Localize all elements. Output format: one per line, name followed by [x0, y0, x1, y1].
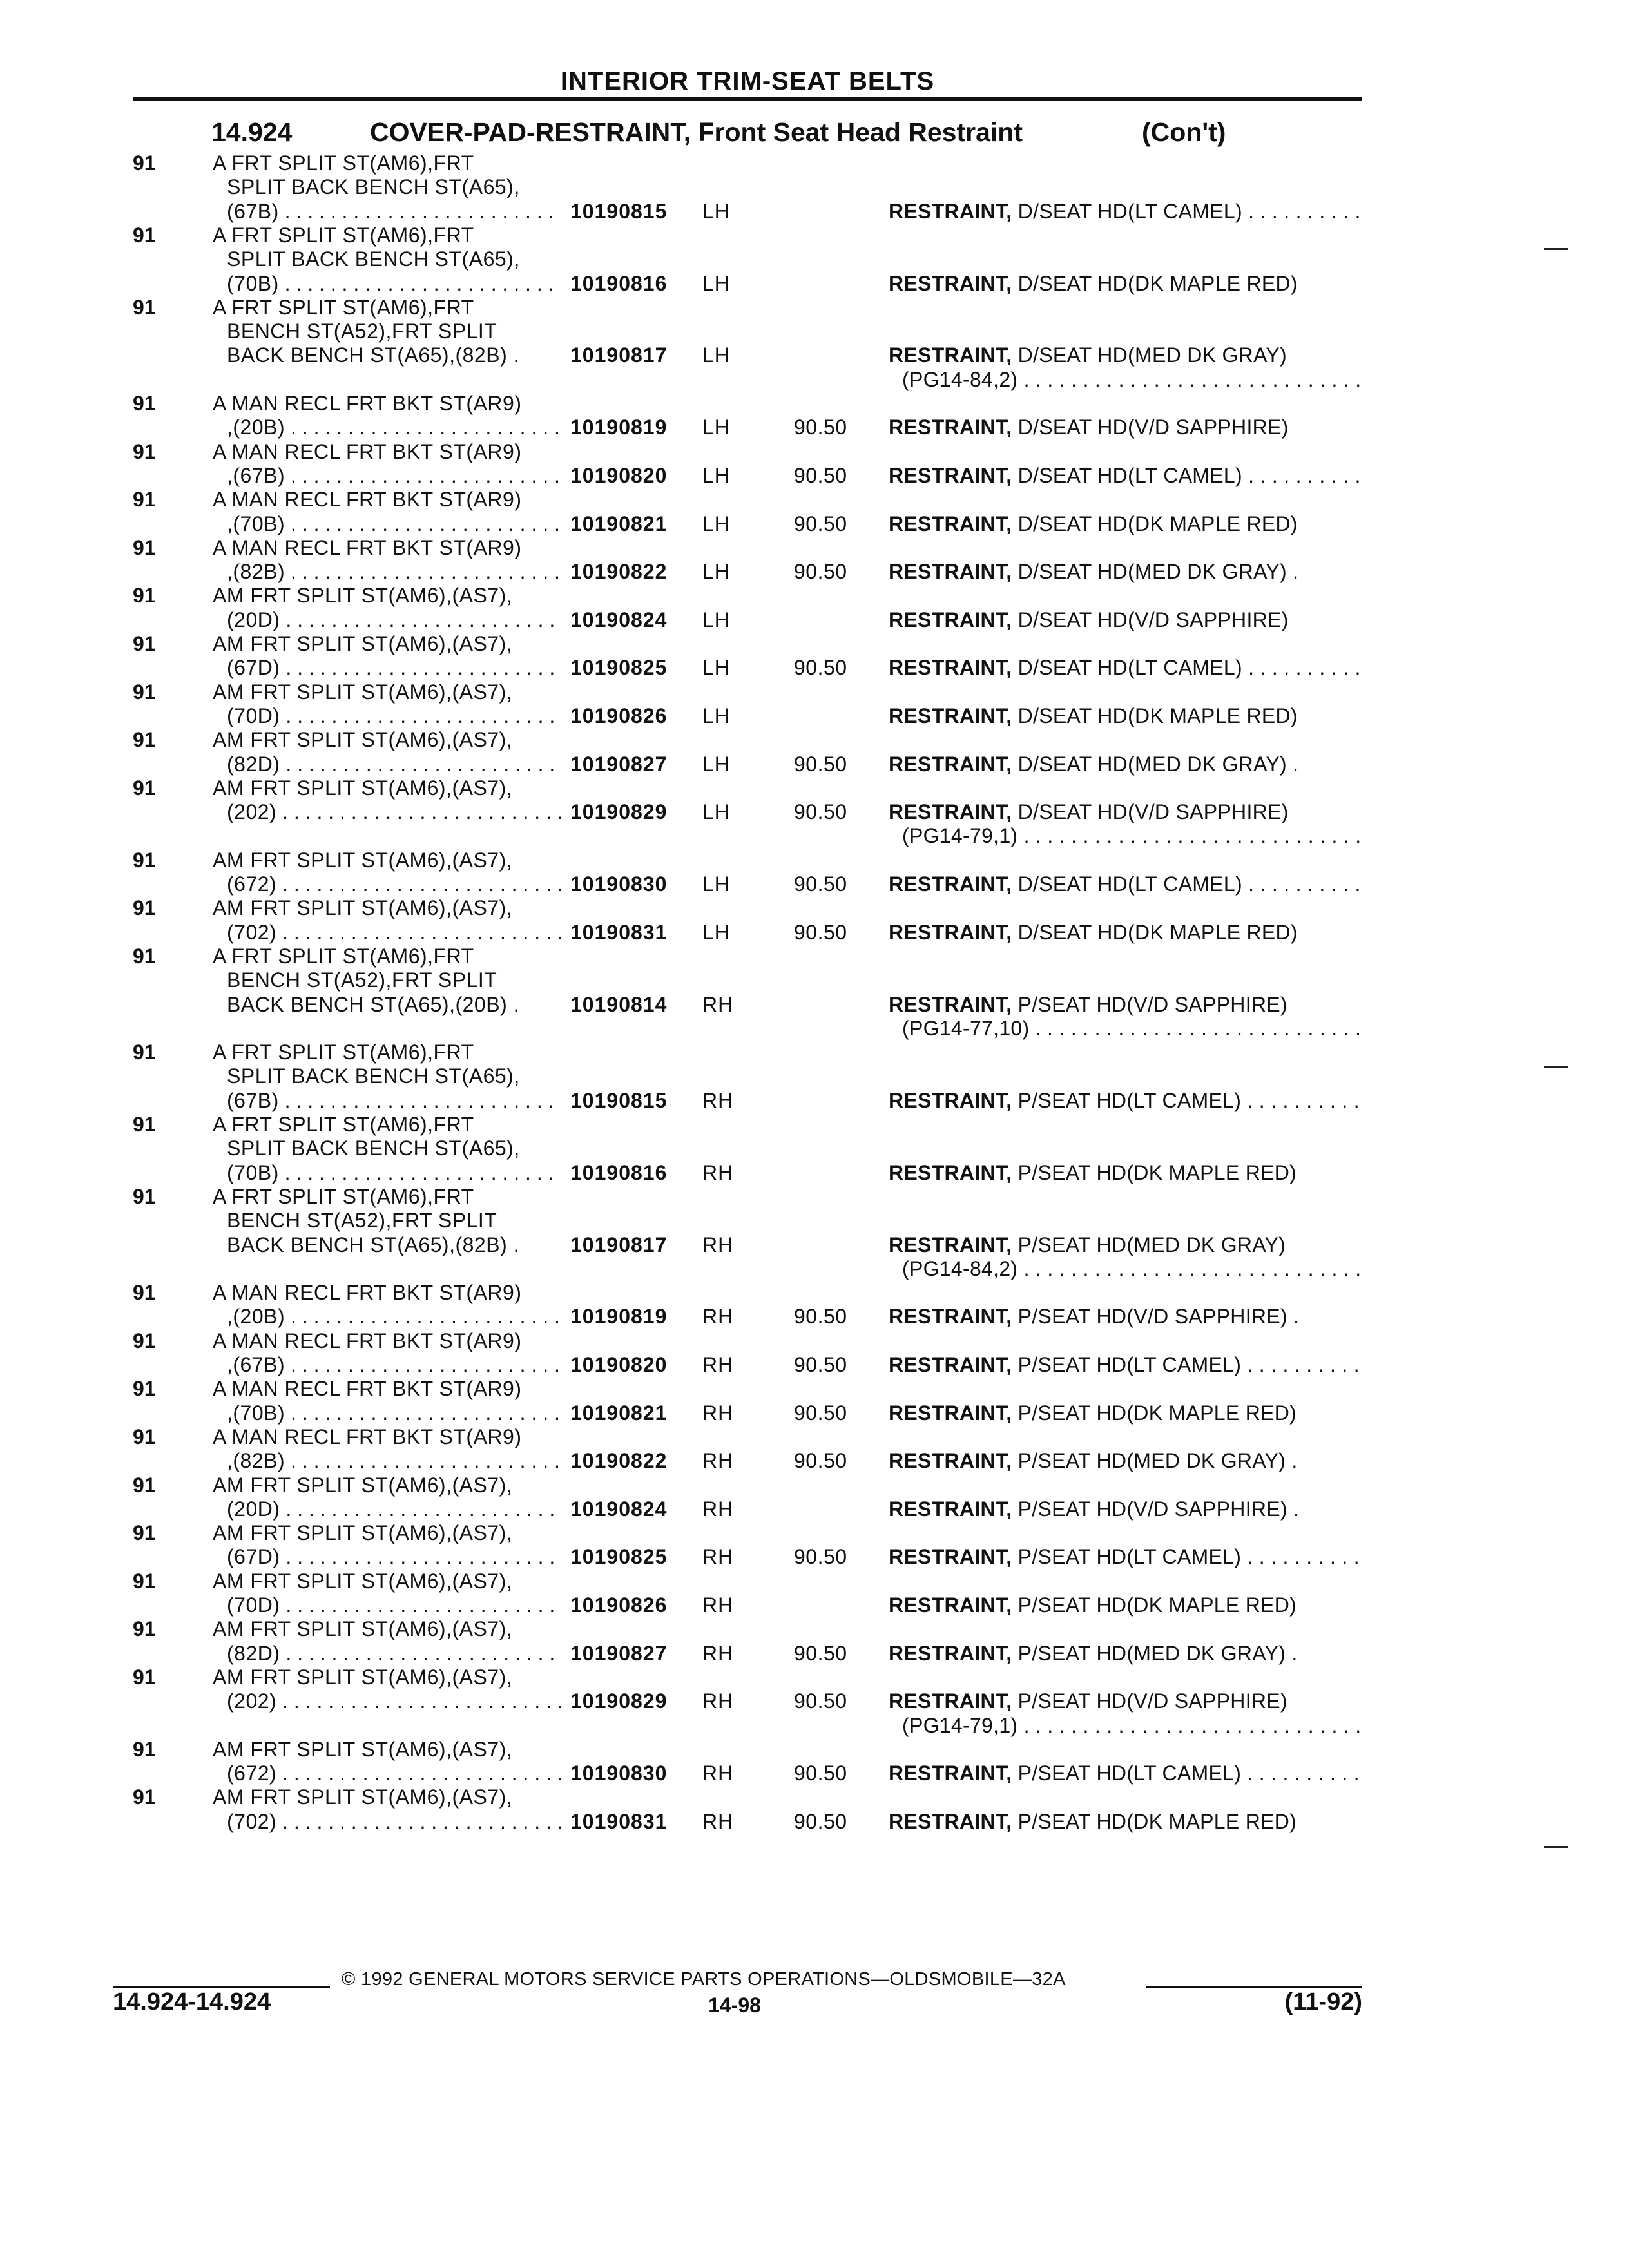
part-name [889, 1352, 1362, 1377]
part-number: 10190830 [570, 872, 668, 896]
part-name-keyword: RESTRAINT, [889, 1497, 1012, 1521]
margin-mark [1544, 248, 1568, 250]
part-name [889, 1809, 1362, 1834]
item-description: AM FRT SPLIT ST(AM6),(AS7), [213, 1665, 513, 1689]
item-description: (67B) . . . [227, 199, 561, 224]
figure-number: 91 [133, 1281, 156, 1305]
illustration-reference: (PG14-84,2) . . . [902, 367, 1362, 392]
list-price: 90.50 [794, 1809, 847, 1833]
side-code: RH [702, 1353, 734, 1376]
side-code: RH [702, 1088, 734, 1112]
side-code: RH [702, 1809, 734, 1833]
item-description: AM FRT SPLIT ST(AM6),(AS7), [213, 632, 513, 655]
part-name-keyword: RESTRAINT, [889, 271, 1012, 295]
item-description: (82D) . . . [227, 1641, 561, 1666]
item-description: BENCH ST(A52),FRT SPLIT [227, 1209, 497, 1233]
part-number: 10190816 [570, 1160, 668, 1184]
illustration-reference: (PG14-77,10) . . . [902, 1016, 1362, 1041]
part-name-detail: P/SEAT HD(LT CAMEL) [1017, 1762, 1242, 1785]
part-name [889, 559, 1362, 584]
part-name-keyword: RESTRAINT, [889, 1353, 1012, 1376]
figure-number: 91 [133, 632, 156, 655]
list-price: 90.50 [794, 416, 847, 439]
side-code: RH [702, 1593, 734, 1617]
side-code: LH [702, 416, 730, 439]
figure-number: 91 [133, 944, 156, 968]
list-price: 90.50 [794, 1305, 847, 1329]
part-number: 10190830 [570, 1762, 668, 1785]
part-name-keyword: RESTRAINT, [889, 1449, 1012, 1473]
part-name-detail: D/SEAT HD(DK MAPLE RED) [1017, 704, 1298, 727]
part-name [889, 1641, 1362, 1666]
item-description: A FRT SPLIT ST(AM6),FRT [213, 1041, 474, 1064]
part-name [889, 271, 1362, 296]
item-description: (20D) . . . [227, 1497, 561, 1521]
list-price: 90.50 [794, 1449, 847, 1473]
item-description: A MAN RECL FRT BKT ST(AR9) [213, 392, 522, 415]
item-description: BENCH ST(A52),FRT SPLIT [227, 320, 497, 343]
page-header-title: INTERIOR TRIM-SEAT BELTS [560, 67, 935, 95]
part-name-keyword: RESTRAINT, [889, 920, 1012, 944]
item-description: AM FRT SPLIT ST(AM6),(AS7), [213, 584, 513, 608]
part-number: 10190831 [570, 1809, 668, 1833]
item-description: (70B) . . . [227, 271, 561, 296]
part-name [889, 1088, 1362, 1113]
section-continued: (Con't) [1142, 117, 1226, 147]
part-name [889, 1593, 1362, 1617]
part-name-keyword: RESTRAINT, [889, 1593, 1012, 1617]
item-description: A FRT SPLIT ST(AM6),FRT [213, 151, 474, 175]
footer-page-number: 14-98 [708, 1994, 761, 2017]
part-name [889, 415, 1362, 439]
item-description: AM FRT SPLIT ST(AM6),(AS7), [213, 896, 513, 920]
margin-mark [1544, 1846, 1568, 1848]
item-description: AM FRT SPLIT ST(AM6),(AS7), [213, 776, 513, 800]
part-number: 10190824 [570, 608, 668, 631]
item-description: AM FRT SPLIT ST(AM6),(AS7), [213, 1737, 513, 1761]
part-name-detail: P/SEAT HD(MED DK GRAY) . [1017, 1449, 1298, 1473]
side-code: LH [702, 463, 730, 487]
part-name [889, 1761, 1362, 1785]
item-description: (67D) . . . [227, 655, 561, 680]
part-name-keyword: RESTRAINT, [889, 343, 1012, 367]
side-code: LH [702, 656, 730, 680]
side-code: LH [702, 872, 730, 896]
footer-section-range: 14.924-14.924 [113, 1988, 271, 2015]
part-name-keyword: RESTRAINT, [889, 1088, 1012, 1112]
item-description: (82D) . . . [227, 752, 561, 776]
item-description: A MAN RECL FRT BKT ST(AR9) [213, 1425, 522, 1448]
part-name [889, 1160, 1362, 1185]
side-code: LH [702, 199, 730, 223]
item-description: AM FRT SPLIT ST(AM6),(AS7), [213, 680, 513, 704]
part-number: 10190819 [570, 416, 668, 439]
item-description: (202) . . . [227, 800, 561, 824]
part-name-detail: D/SEAT HD(LT CAMEL) [1017, 656, 1242, 680]
item-description: AM FRT SPLIT ST(AM6),(AS7), [213, 1521, 513, 1545]
part-name-keyword: RESTRAINT, [889, 1233, 1012, 1256]
part-name-keyword: RESTRAINT, [889, 1689, 1012, 1713]
part-name [889, 463, 1362, 488]
part-name-detail: D/SEAT HD(MED DK GRAY) . [1017, 560, 1299, 584]
item-description: AM FRT SPLIT ST(AM6),(AS7), [213, 728, 513, 752]
part-name-keyword: RESTRAINT, [889, 1809, 1012, 1833]
side-code: LH [702, 704, 730, 727]
item-description: SPLIT BACK BENCH ST(A65), [227, 175, 520, 199]
side-code: LH [702, 752, 730, 776]
part-number: 10190827 [570, 1641, 668, 1665]
item-description: SPLIT BACK BENCH ST(A65), [227, 247, 520, 271]
part-name-detail: P/SEAT HD(DK MAPLE RED) [1017, 1160, 1297, 1184]
figure-number: 91 [133, 1617, 156, 1641]
item-description: SPLIT BACK BENCH ST(A65), [227, 1064, 520, 1088]
item-description: (20D) . . . [227, 608, 561, 632]
item-description: A FRT SPLIT ST(AM6),FRT [213, 944, 474, 968]
figure-number: 91 [133, 896, 156, 920]
item-description: A FRT SPLIT ST(AM6),FRT [213, 295, 474, 319]
item-description: ,(67B) . . . [227, 1352, 561, 1377]
item-description: A MAN RECL FRT BKT ST(AR9) [213, 439, 522, 463]
part-number: 10190825 [570, 1545, 668, 1569]
list-price: 90.50 [794, 656, 847, 680]
part-number: 10190831 [570, 920, 668, 944]
part-name-detail: D/SEAT HD(V/D SAPPHIRE) [1017, 608, 1289, 631]
part-name-detail: D/SEAT HD(LT CAMEL) [1017, 463, 1242, 487]
side-code: LH [702, 920, 730, 944]
part-number: 10190817 [570, 1233, 668, 1256]
part-name-detail: P/SEAT HD(DK MAPLE RED) [1017, 1809, 1297, 1833]
part-name-keyword: RESTRAINT, [889, 1160, 1012, 1184]
side-code: RH [702, 1762, 734, 1785]
part-number: 10190826 [570, 704, 668, 727]
part-name-detail: P/SEAT HD(V/D SAPPHIRE) . [1017, 1305, 1300, 1329]
part-name-keyword: RESTRAINT, [889, 752, 1012, 776]
part-name-detail: P/SEAT HD(MED DK GRAY) . [1017, 1641, 1298, 1665]
part-name-keyword: RESTRAINT, [889, 800, 1012, 824]
item-description: ,(20B) . . . [227, 1304, 561, 1329]
part-number: 10190829 [570, 800, 668, 824]
figure-number: 91 [133, 1737, 156, 1761]
side-code: RH [702, 1305, 734, 1329]
part-name [889, 1233, 1362, 1257]
part-name-detail: D/SEAT HD(DK MAPLE RED) [1017, 512, 1298, 535]
figure-number: 91 [133, 1041, 156, 1064]
part-name-keyword: RESTRAINT, [889, 1762, 1012, 1785]
item-description: (67D) . . . [227, 1544, 561, 1569]
figure-number: 91 [133, 1569, 156, 1593]
figure-number: 91 [133, 1329, 156, 1352]
side-code: RH [702, 1449, 734, 1473]
item-description: A MAN RECL FRT BKT ST(AR9) [213, 535, 522, 559]
item-description: (702) . . . [227, 920, 561, 945]
item-description: A FRT SPLIT ST(AM6),FRT [213, 1184, 474, 1208]
figure-number: 91 [133, 728, 156, 752]
figure-number: 91 [133, 392, 156, 415]
part-number: 10190817 [570, 343, 668, 367]
figure-number: 91 [133, 151, 156, 175]
part-name-keyword: RESTRAINT, [889, 199, 1012, 223]
figure-number: 91 [133, 680, 156, 704]
part-number: 10190821 [570, 1401, 668, 1425]
figure-number: 91 [133, 1425, 156, 1448]
item-description: BACK BENCH ST(A65),(82B) . [227, 343, 519, 367]
part-name [889, 1304, 1362, 1329]
part-name-detail: D/SEAT HD(MED DK GRAY) . [1017, 752, 1299, 776]
part-number: 10190815 [570, 1088, 668, 1112]
part-name-keyword: RESTRAINT, [889, 872, 1012, 896]
part-name-detail: D/SEAT HD(V/D SAPPHIRE) [1017, 416, 1289, 439]
part-number: 10190820 [570, 463, 668, 487]
part-name-keyword: RESTRAINT, [889, 608, 1012, 631]
part-name-detail: P/SEAT HD(V/D SAPPHIRE) . [1017, 1497, 1300, 1521]
list-price: 90.50 [794, 920, 847, 944]
part-name [889, 1689, 1362, 1713]
part-name [889, 608, 1362, 632]
item-description: (672) . . . [227, 1761, 561, 1785]
item-description: A MAN RECL FRT BKT ST(AR9) [213, 1281, 522, 1305]
part-name [889, 704, 1362, 728]
list-price: 90.50 [794, 560, 847, 584]
part-name-detail: P/SEAT HD(LT CAMEL) [1017, 1545, 1242, 1569]
part-name [889, 920, 1362, 945]
side-code: RH [702, 992, 734, 1016]
side-code: LH [702, 608, 730, 631]
part-name [889, 1448, 1362, 1473]
item-description: (67B) . . . [227, 1088, 561, 1113]
part-name-keyword: RESTRAINT, [889, 656, 1012, 680]
part-number: 10190829 [570, 1689, 668, 1713]
figure-number: 91 [133, 488, 156, 512]
item-description: AM FRT SPLIT ST(AM6),(AS7), [213, 848, 513, 872]
side-code: LH [702, 512, 730, 535]
item-description: (672) . . . [227, 872, 561, 896]
item-description: A FRT SPLIT ST(AM6),FRT [213, 1113, 474, 1136]
part-name [889, 199, 1362, 224]
list-price: 90.50 [794, 1641, 847, 1665]
part-number: 10190822 [570, 1449, 668, 1473]
part-name [889, 1544, 1362, 1569]
illustration-reference: (PG14-79,1) . . . [902, 1713, 1362, 1738]
part-number: 10190819 [570, 1305, 668, 1329]
illustration-reference: (PG14-84,2) . . . [902, 1256, 1362, 1281]
side-code: LH [702, 800, 730, 824]
side-code: RH [702, 1545, 734, 1569]
part-name-keyword: RESTRAINT, [889, 704, 1012, 727]
item-description: (70D) . . . [227, 1593, 561, 1617]
list-price: 90.50 [794, 1401, 847, 1425]
part-name-detail: P/SEAT HD(DK MAPLE RED) [1017, 1593, 1297, 1617]
part-name-detail: P/SEAT HD(LT CAMEL) [1017, 1088, 1242, 1112]
part-name-keyword: RESTRAINT, [889, 1305, 1012, 1329]
footer-date: (11-92) [1284, 1988, 1362, 2015]
part-number: 10190825 [570, 656, 668, 680]
side-code: RH [702, 1641, 734, 1665]
part-name-detail: D/SEAT HD(V/D SAPPHIRE) [1017, 800, 1289, 824]
part-name-keyword: RESTRAINT, [889, 1641, 1012, 1665]
side-code: LH [702, 560, 730, 584]
figure-number: 91 [133, 848, 156, 872]
section-title: COVER-PAD-RESTRAINT, Front Seat Head Restraint [370, 117, 1023, 147]
part-name-keyword: RESTRAINT, [889, 463, 1012, 487]
part-name-detail: D/SEAT HD(DK MAPLE RED) [1017, 920, 1298, 944]
part-number: 10190816 [570, 271, 668, 295]
side-code: RH [702, 1497, 734, 1521]
item-description: A MAN RECL FRT BKT ST(AR9) [213, 488, 522, 512]
figure-number: 91 [133, 1184, 156, 1208]
illustration-reference: (PG14-79,1) . . . [902, 823, 1362, 848]
figure-number: 91 [133, 776, 156, 800]
list-price: 90.50 [794, 512, 847, 535]
list-price: 90.50 [794, 463, 847, 487]
figure-number: 91 [133, 584, 156, 608]
item-description: SPLIT BACK BENCH ST(A65), [227, 1137, 520, 1160]
item-description: ,(82B) . . . [227, 559, 561, 584]
list-price: 90.50 [794, 1353, 847, 1376]
part-name-keyword: RESTRAINT, [889, 560, 1012, 584]
part-name-detail: D/SEAT HD(MED DK GRAY) [1017, 343, 1287, 367]
part-name-detail: D/SEAT HD(DK MAPLE RED) [1017, 271, 1298, 295]
part-name-keyword: RESTRAINT, [889, 1545, 1012, 1569]
item-description: AM FRT SPLIT ST(AM6),(AS7), [213, 1617, 513, 1641]
figure-number: 91 [133, 1377, 156, 1401]
part-name-keyword: RESTRAINT, [889, 416, 1012, 439]
part-name-detail: P/SEAT HD(MED DK GRAY) [1017, 1233, 1286, 1256]
section-number: 14.924 [211, 117, 293, 147]
side-code: RH [702, 1160, 734, 1184]
item-description: AM FRT SPLIT ST(AM6),(AS7), [213, 1785, 513, 1809]
part-name-detail: P/SEAT HD(V/D SAPPHIRE) [1017, 992, 1287, 1016]
part-name-detail: P/SEAT HD(V/D SAPPHIRE) [1017, 1689, 1287, 1713]
item-description: ,(20B) . . . [227, 415, 561, 439]
figure-number: 91 [133, 223, 156, 247]
part-number: 10190815 [570, 199, 668, 223]
part-name [889, 1401, 1362, 1425]
part-name-keyword: RESTRAINT, [889, 512, 1012, 535]
part-name [889, 655, 1362, 680]
part-number: 10190822 [570, 560, 668, 584]
part-name [889, 512, 1362, 536]
part-number: 10190814 [570, 992, 668, 1016]
part-name-detail: P/SEAT HD(LT CAMEL) [1017, 1353, 1242, 1376]
part-number: 10190826 [570, 1593, 668, 1617]
part-number: 10190824 [570, 1497, 668, 1521]
part-name [889, 800, 1362, 824]
part-name-detail: P/SEAT HD(DK MAPLE RED) [1017, 1401, 1297, 1425]
figure-number: 91 [133, 295, 156, 319]
figure-number: 91 [133, 535, 156, 559]
item-description: (70B) . . . [227, 1160, 561, 1185]
part-name [889, 1497, 1362, 1521]
item-description: AM FRT SPLIT ST(AM6),(AS7), [213, 1569, 513, 1593]
list-price: 90.50 [794, 1762, 847, 1785]
item-description: ,(67B) . . . [227, 463, 561, 488]
figure-number: 91 [133, 1473, 156, 1497]
list-price: 90.50 [794, 872, 847, 896]
side-code: RH [702, 1401, 734, 1425]
item-description: ,(82B) . . . [227, 1448, 561, 1473]
item-description: ,(70B) . . . [227, 1401, 561, 1425]
part-name-detail: D/SEAT HD(LT CAMEL) [1017, 199, 1242, 223]
margin-mark [1544, 1066, 1568, 1068]
part-number: 10190827 [570, 752, 668, 776]
part-name [889, 752, 1362, 776]
item-description: ,(70B) . . . [227, 512, 561, 536]
item-description: (702) . . . [227, 1809, 561, 1834]
list-price: 90.50 [794, 800, 847, 824]
side-code: RH [702, 1233, 734, 1256]
figure-number: 91 [133, 1785, 156, 1809]
item-description: A MAN RECL FRT BKT ST(AR9) [213, 1377, 522, 1401]
list-price: 90.50 [794, 1545, 847, 1569]
item-description: BENCH ST(A52),FRT SPLIT [227, 968, 497, 992]
part-number: 10190820 [570, 1353, 668, 1376]
part-name [889, 872, 1362, 896]
part-number: 10190821 [570, 512, 668, 535]
part-name-detail: D/SEAT HD(LT CAMEL) [1017, 872, 1242, 896]
item-description: BACK BENCH ST(A65),(20B) . [227, 992, 519, 1016]
list-price: 90.50 [794, 752, 847, 776]
figure-number: 91 [133, 1665, 156, 1689]
part-name [889, 992, 1362, 1017]
footer-copyright: © 1992 GENERAL MOTORS SERVICE PARTS OPERATIONS—OLDSMOBILE—32A [342, 1969, 1066, 1990]
figure-number: 91 [133, 1521, 156, 1545]
part-name-keyword: RESTRAINT, [889, 992, 1012, 1016]
item-description: (202) . . . [227, 1689, 561, 1713]
part-name-keyword: RESTRAINT, [889, 1401, 1012, 1425]
figure-number: 91 [133, 439, 156, 463]
side-code: RH [702, 1689, 734, 1713]
item-description: A FRT SPLIT ST(AM6),FRT [213, 223, 474, 247]
item-description: BACK BENCH ST(A65),(82B) . [227, 1233, 519, 1256]
item-description: (70D) . . . [227, 704, 561, 728]
figure-number: 91 [133, 1113, 156, 1136]
part-name [889, 343, 1362, 367]
side-code: LH [702, 271, 730, 295]
item-description: A MAN RECL FRT BKT ST(AR9) [213, 1329, 522, 1352]
side-code: LH [702, 343, 730, 367]
list-price: 90.50 [794, 1689, 847, 1713]
item-description: AM FRT SPLIT ST(AM6),(AS7), [213, 1473, 513, 1497]
